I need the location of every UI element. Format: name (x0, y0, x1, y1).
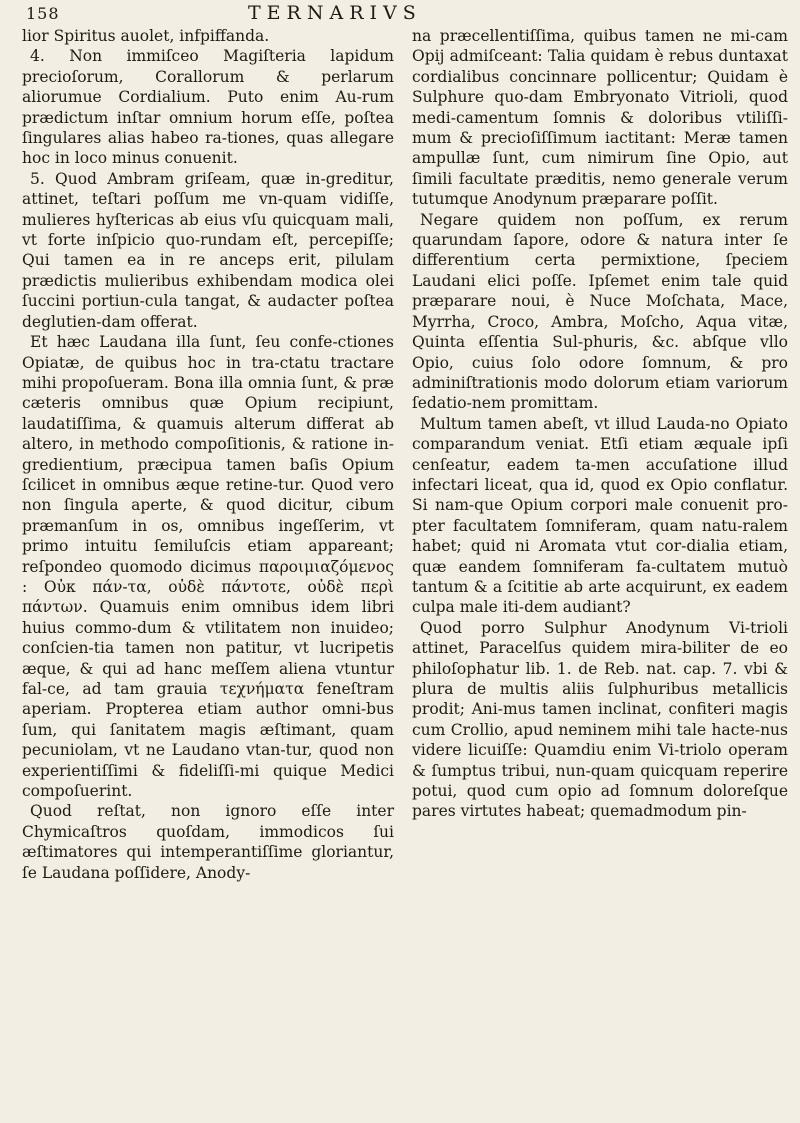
paragraph: Negare quidem non poſſum, ex rerum quarundam ſapore, odore & natura inter ſe differentium certa permixtione, ſpeciem Laudani elici poſſe. Ipſemet enim tale quid præparare noui, è Nuce Moſchata, Mace, Myrrha, Croco, Ambra, Moſcho, Aqua vitæ, Quinta eſſentia Sul-phuris, &c. abſque vllo Opio, cuius ſolo odore ſomnum, & pro adminiſtrationis modo dolorum etiam variorum ſedatio-nem promittam. (412, 210, 788, 413)
paragraph: Quod porro Sulphur Anodynum Vi-trioli attinet, Paracelſus quidem mira-biliter de eo philoſophatur lib. 1. de Reb. nat. cap. 7. vbi & plura de multis aliis ſulphuribus metallicis prodit; Ani-mus tamen inclinat, confiteri magis cum Crollio, apud neminem mihi tale hacte-nus videre licuiſſe: Quamdiu enim Vi-triolo operam & ſumptus tribui, nun-quam quicquam reperire potui, quod cum opio ad ſomnum doloreſque pares virtutes habeat; quemadmodum pin- (412, 618, 788, 821)
paragraph: 4. Non immiſceo Magiſteria lapidum precioſorum, Corallorum & perlarum aliorumue Cordialium. Puto enim Au-rum prædictum inſtar omnium horum eſſe, poſtea ſingulares alias habeo ra-tiones, quas allegare hoc in loco minus conuenit. (22, 47, 394, 168)
text-columns (22, 26, 788, 883)
running-title: TERNARIVS (248, 2, 422, 24)
left-column (22, 26, 394, 883)
paragraph: lior Spiritus auolet, infpiffanda. (22, 27, 270, 45)
paragraph: 5. Quod Ambram griſeam, quæ in-greditur, attinet, teſtari poſſum me vn-quam vidiſſe, mulieres hyſtericas ab eius vſu quicquam mali, vt forte inſpicio quo-rundam eſt, percepiſſe; Qui tamen ea in re anceps erit, pilulam prædictis mulieribus exhibendam modica olei ſuccini portiun-cula tangat, & audacter poſtea deglutien-dam offerat. (22, 169, 394, 331)
page-number: 158 (26, 4, 60, 23)
paragraph: Quod reſtat, non ignoro eſſe inter Chymicaſtros quoſdam, immodicos ſui æſtimatores qui intemperantiſſime gloriantur, ſe Laudana poſſidere, Anody- (22, 802, 394, 882)
paragraph: na præcellentiſſima, quibus tamen ne mi-cam Opij admiſceant: Talia quidam è rebus duntaxat cordialibus concinnare pollicentur; Quidam è Sulphure quo-dam Embryonato Vitrioli, quod medi-camentum ſomnis & doloribus vtiliſſi-mum & precioſiſſimum iactitant: Meræ tamen ampullæ ſunt, cum nimirum ſine Opio, aut ſimili facultate præditis, nemo generale verum tutumque Anodynum præparare poſſit. (412, 27, 788, 209)
paragraph: Et hæc Laudana illa ſunt, ſeu confe-ctiones Opiatæ, de quibus hoc in tra-ctatu tractare mihi propoſueram. Bona illa omnia ſunt, & præ cæteris omnibus quæ Opium recipiunt, laudatiſſima, & quamuis alterum differat ab altero, in methodo compoſitionis, & ratione in-gredientium, præcipua tamen baſis Opium ſcilicet in omnibus æque retine-tur. Quod vero non ſingula aperte, & quod dicitur, cibum præmanſum in os, omnibus ingeſſerim, vt primo intuitu ſemiluſcis etiam appareant; reſpondeo quomodo dicimus παρoιμιαζόμενος : Οὐκ πάν-τα, οὐδὲ πάντοτε, οὐδὲ περὶ πάντων. Quamuis enim omnibus idem libri huius commo-dum & vtilitatem non inuideo; conſcien-tia tamen non patitur, vt lucripetis æque, & qui ad hanc meſſem aliena vtuntur fal-ce, ad tam grauia τεχνήματα feneſtram aperiam. Propterea etiam author omni-bus ſum, qui ſanitatem magis æſtimant, quam pecuniolam, vt ne Laudano vtan-tur, quod non experientiſſimi & fideliſſi-mi quique Medici compoſuerint. (22, 333, 394, 801)
paragraph: Multum tamen abeſt, vt illud Lauda-no Opiato comparandum veniat. Etſi etiam æquale ipſi cenſeatur, eadem ta-men accuſatione illud infectari liceat, qua id, quod ex Opio conflatur. Si nam-que Opium corpori male conuenit pro-pter facultatem ſomniferam, quam natu-ralem habet; quid ni Aromata vtut cor-dialia etiam, quæ eandem ſomniferam fa-cultatem mutuò tantum & a ſcititie ab arte acquirunt, ex eadem culpa male iti-dem audiant? (412, 414, 788, 617)
right-column (412, 26, 788, 883)
